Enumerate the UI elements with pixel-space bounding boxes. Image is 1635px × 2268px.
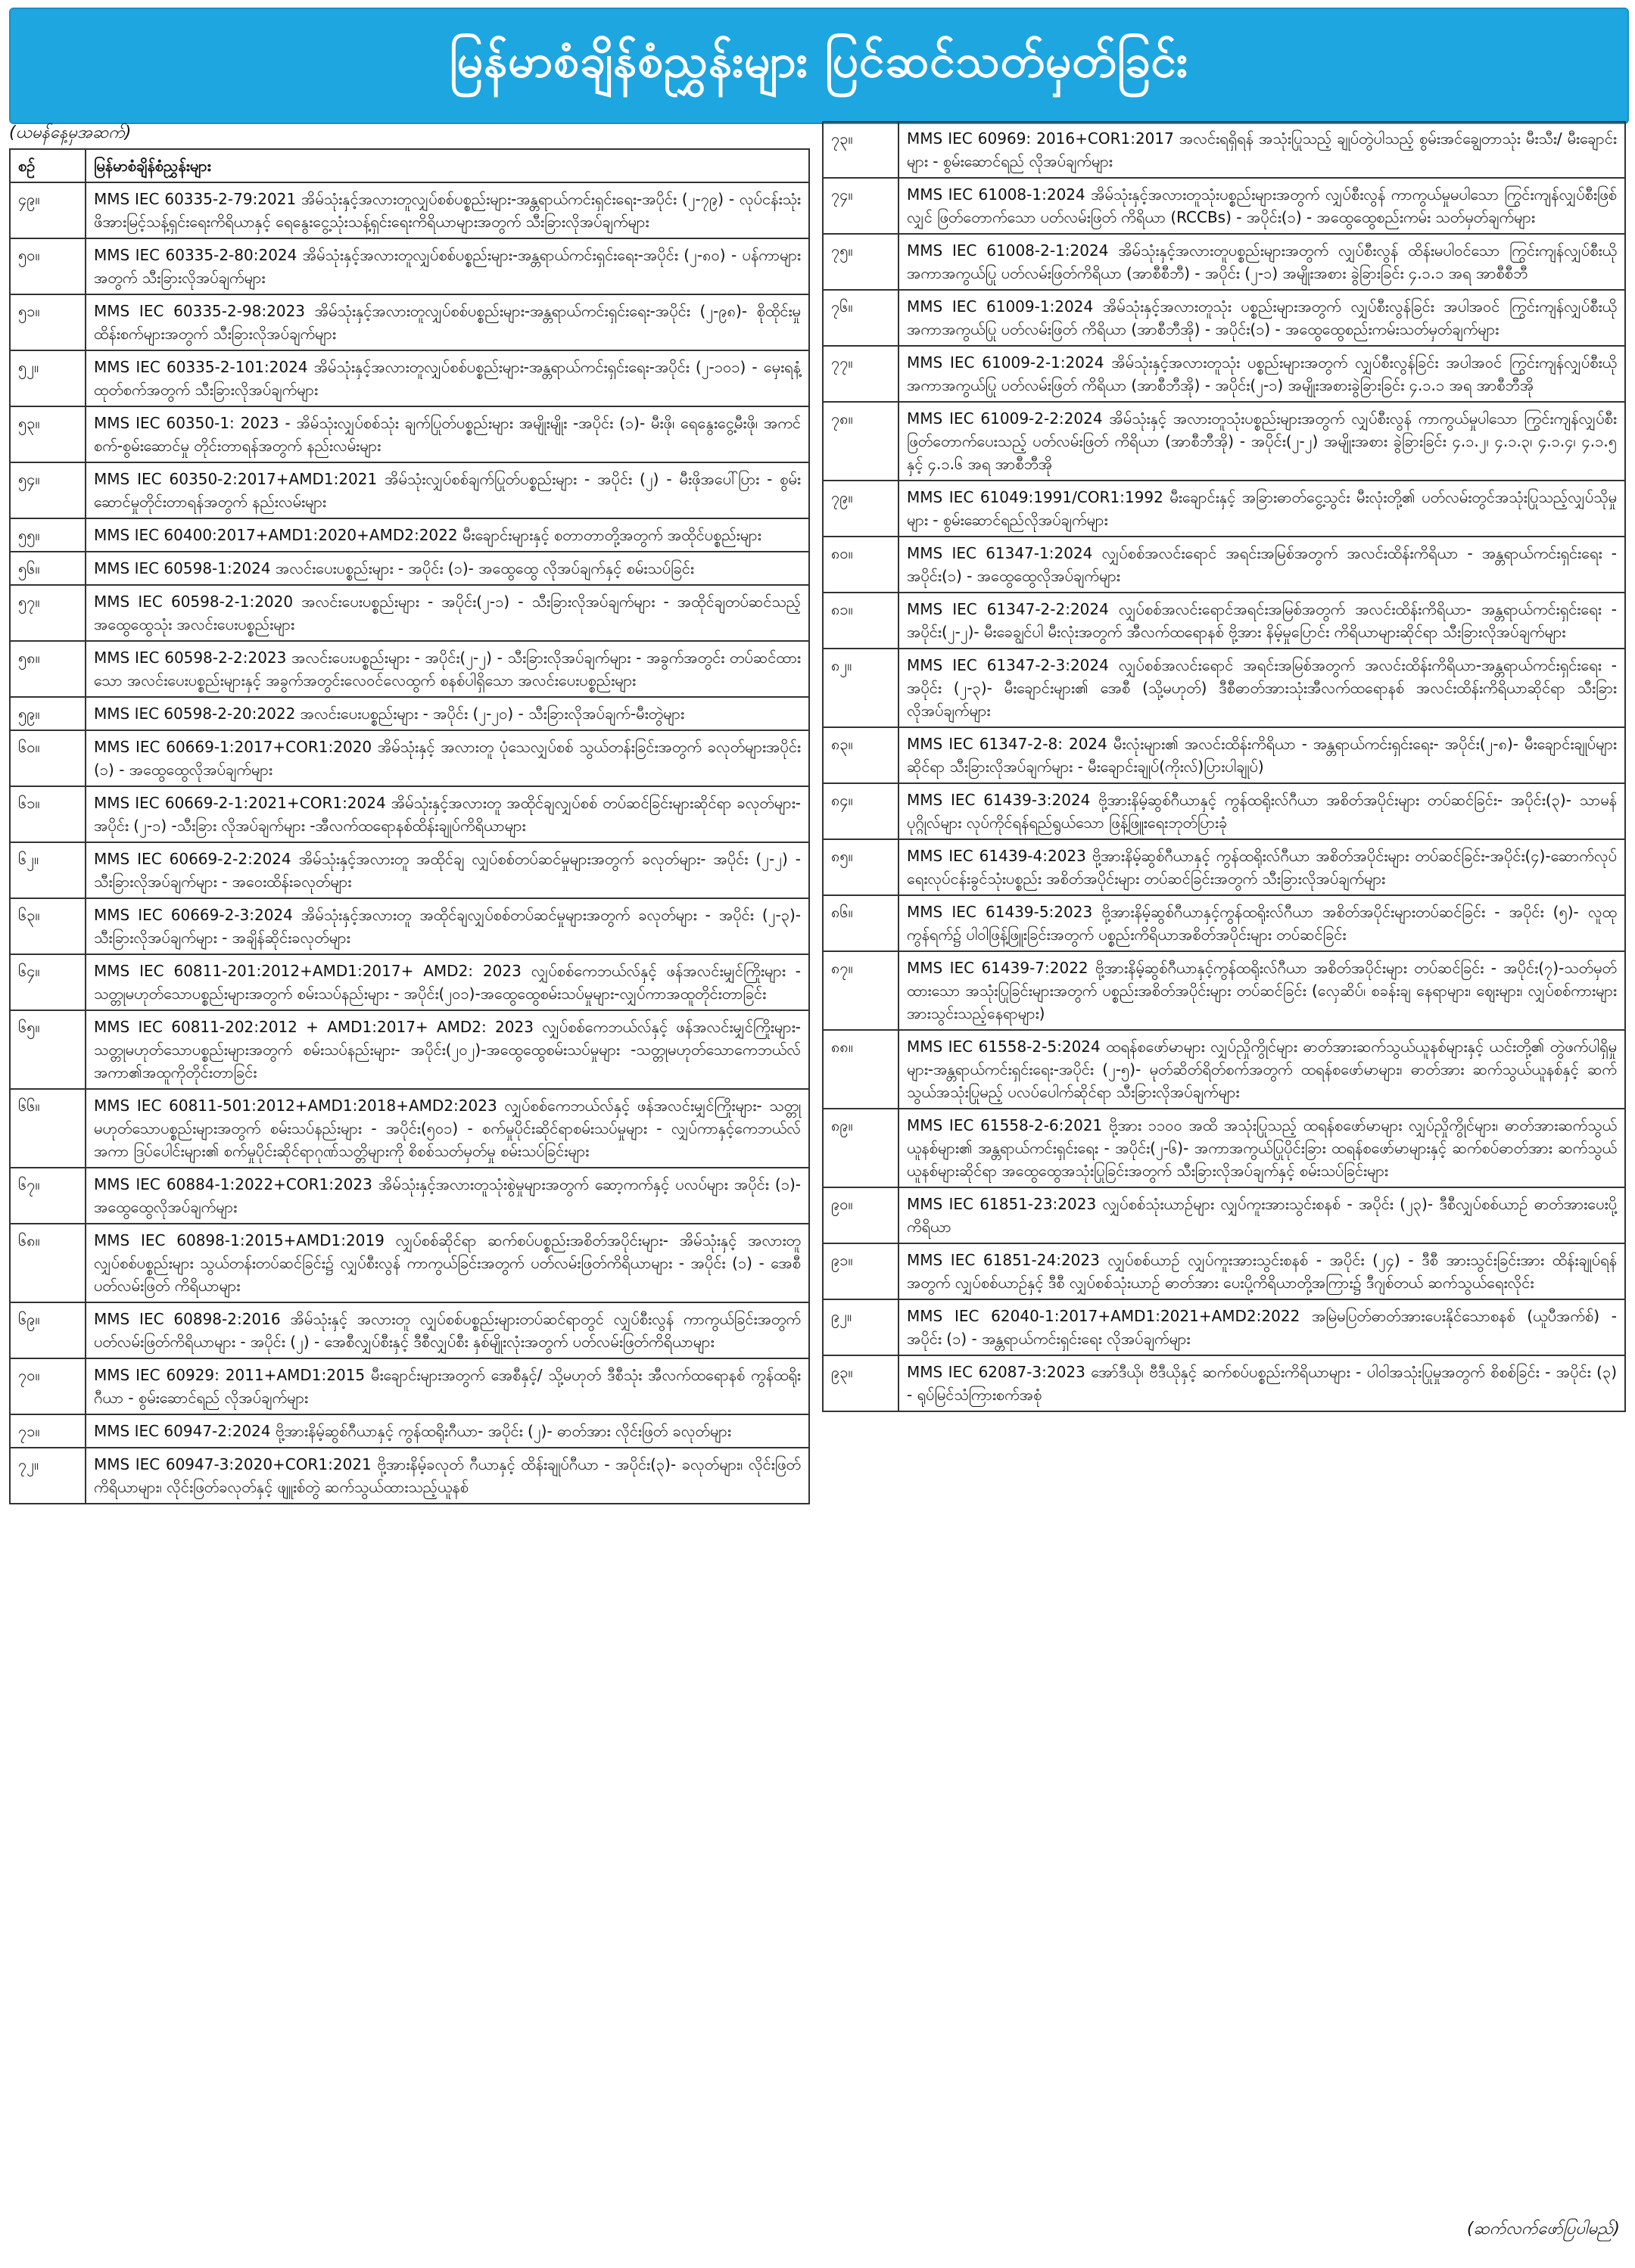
standard-description: MMS IEC 61851-23:2023 လျှပ်စစ်သုံးယာဉ်များ လျှပ်ကူးအားသွင်းစနစ် - အပိုင်း (၂၃)- ဒီစီလျှပ်စစ်ယာဉ် ဓာတ်အားပေးပို့ ကိရိယာ [898, 1187, 1625, 1243]
table-row [823, 1243, 1625, 1299]
table-row [10, 182, 809, 238]
row-number: ၇၁။ [10, 1414, 86, 1448]
standard-description: MMS IEC 60947-2:2024 ဗို့အားနိမ့်ဆွစ်ဂီယာနှင့် ကွန်ထရိုးဂီယာ- အပိုင်း (၂)- ဓာတ်အား လိုင်းဖြတ် ခလုတ်များ [86, 1414, 809, 1448]
standard-description: MMS IEC 60598-2-20:2022 အလင်းပေးပစ္စည်းများ - အပိုင်း (၂-၂၀) - သီးခြားလိုအပ်ချက်-မီးတွဲများ [86, 697, 809, 730]
table-row [10, 462, 809, 518]
row-number: ၇၆။ [823, 290, 898, 346]
standard-description: MMS IEC 61009-2-2:2024 အိမ်သုံးနှင့် အလားတူသုံးပစ္စည်းများအတွက် လျှပ်စီးလွန် ကာကွယ်မှုပါသော ကြွင်းကျန်လျှပ်စီး ဖြတ်တောက်ပေးသည့် ပတ်လမ်းဖြတ် ကိရိယာ (အာစီဘီအို) - အပိုင်း(၂-၂) အမျိုးအစား ခွဲခြားခြင်း ၄.၁.၂၊ ၄.၁.၃၊ ၄.၁.၄၊ ၄.၁.၅ နှင့် ၄.၁.၆ အရ အာစီဘီအို [898, 402, 1625, 481]
table-row [10, 954, 809, 1010]
table-row [10, 552, 809, 585]
standard-description: MMS IEC 62087-3:2023 အော်ဒီယို၊ ဗီဒီယိုနှင့် ဆက်စပ်ပစ္စည်းကိရိယာများ - ပါဝါအသုံးပြုမှုအတွက် စိစစ်ခြင်း - အပိုင်း (၃) - ရုပ်မြင်သံကြားစက်အစုံ [898, 1355, 1625, 1411]
table-header-row [10, 149, 809, 182]
standard-description: MMS IEC 60350-1: 2023 - အိမ်သုံးလျှပ်စစ်သုံး ချက်ပြုတ်ပစ္စည်းများ အမျိုးမျိုး -အပိုင်း (၁)- မီးဖို၊ ရေနွေးငွေ့မီးဖို၊ အကင်စက်-စွမ်းဆောင်မှု တိုင်းတာရန်အတွက် နည်းလမ်းများ [86, 406, 809, 462]
table-row [10, 518, 809, 552]
row-number: ၇၉။ [823, 481, 898, 537]
row-number: ၈၀။ [823, 537, 898, 593]
standard-description: MMS IEC 61439-5:2023 ဗို့အားနိမ့်ဆွစ်ဂီယာနှင့်ကွန်ထရိုးလ်ဂီယာ အစိတ်အပိုင်းများတပ်ဆင်ခြင်း - အပိုင်း (၅)- လူထုကွန်ရက်၌ ပါဝါဖြန့်ဖြူးခြင်းအတွက် ပစ္စည်းကိရိယာအစိတ်အပိုင်းများ တပ်ဆင်ခြင်း [898, 895, 1625, 951]
row-number: ၅၉။ [10, 697, 86, 730]
table-row [823, 839, 1625, 895]
table-row [823, 895, 1625, 951]
standard-description: MMS IEC 60350-2:2017+AMD1:2021 အိမ်သုံးလျှပ်စစ်ချက်ပြုတ်ပစ္စည်းများ - အပိုင်း (၂) - မီးဖိုအပေါ်ပြား - စွမ်းဆောင်မှုတိုင်းတာရန်အတွက် နည်းလမ်းများ [86, 462, 809, 518]
row-number: ၆၅။ [10, 1010, 86, 1089]
table-row [10, 1010, 809, 1089]
standard-description: MMS IEC 60898-2:2016 အိမ်သုံးနှင့် အလားတူ လျှပ်စစ်ပစ္စည်းများတပ်ဆင်ရာတွင် လျှပ်စီးလွန် ကာကွယ်ခြင်းအတွက် ပတ်လမ်းဖြတ်ကိရိယာများ - အပိုင်း (၂) - အေစီလျှပ်စီးနှင့် ဒီစီလျှပ်စီး နှစ်မျိုးလုံးအတွက် ပတ်လမ်းဖြတ်ကိရိယာများ [86, 1302, 809, 1358]
table-row [823, 537, 1625, 593]
row-number: ၆၄။ [10, 954, 86, 1010]
table-row [10, 1302, 809, 1358]
row-number: ၅၁။ [10, 294, 86, 350]
row-number: ၉၃။ [823, 1355, 898, 1411]
standard-description: MMS IEC 61347-2-3:2024 လျှပ်စစ်အလင်းရောင် အရင်းအမြစ်အတွက် အလင်းထိန်းကိရိယာ-အန္တရာယ်ကင်းရှင်းရေး - အပိုင်း (၂-၃)- မီးချောင်းများ၏ အေစီ (သို့မဟုတ်) ဒီစီဓာတ်အားသုံးအီလက်ထရောနစ် အလင်းထိန်းကိရိယာဆိုင်ရာ သီးခြားလိုအပ်ချက်များ [898, 649, 1625, 727]
left-table-body [10, 182, 809, 1504]
right-table-body [823, 122, 1625, 1411]
row-number: ၈၂။ [823, 649, 898, 727]
row-number: ၇၂။ [10, 1448, 86, 1504]
row-number: ၆၂။ [10, 842, 86, 898]
row-number: ၅၀။ [10, 238, 86, 294]
row-number: ၇၃။ [823, 122, 898, 178]
standard-description: MMS IEC 61439-4:2023 ဗို့အားနိမ့်ဆွစ်ဂီယာနှင့် ကွန်ထရိုးလ်ဂီယာ အစိတ်အပိုင်းများ တပ်ဆင်ခြင်း-အပိုင်း(၄)-ဆောက်လုပ်ရေးလုပ်ငန်းခွင်သုံးပစ္စည်း အစိတ်အပိုင်းများ တပ်ဆင်ခြင်းအတွက် သီးခြားလိုအပ်ချက်များ [898, 839, 1625, 895]
table-row [10, 842, 809, 898]
standard-description: MMS IEC 61439-3:2024 ဗို့အားနိမ့်ဆွစ်ဂီယာနှင့် ကွန်ထရိုးလ်ဂီယာ အစိတ်အပိုင်းများ တပ်ဆင်ခြင်း- အပိုင်း(၃)- သာမန်ပုဂ္ဂိုလ်များ လုပ်ကိုင်ရန်ရည်ရွယ်သော ဖြန့်ဖြူးရေးဘုတ်ပြားခုံ [898, 783, 1625, 839]
standard-description: MMS IEC 60669-2-2:2024 အိမ်သုံးနှင့်အလားတူ အထိုင်ချ လျှပ်စစ်တပ်ဆင်မှုများအတွက် ခလုတ်များ- အပိုင်း (၂-၂) - သီးခြားလိုအပ်ချက်များ - အဝေးထိန်းခလုတ်များ [86, 842, 809, 898]
row-number: ၆၀။ [10, 730, 86, 786]
table-row [823, 727, 1625, 783]
table-row [10, 350, 809, 406]
row-number: ၉၂။ [823, 1299, 898, 1355]
table-row [823, 346, 1625, 402]
table-row [823, 234, 1625, 290]
table-row [10, 1448, 809, 1504]
table-row [823, 402, 1625, 481]
standard-description: MMS IEC 60598-2-1:2020 အလင်းပေးပစ္စည်းများ - အပိုင်း(၂-၁) - သီးခြားလိုအပ်ချက်များ - အထိုင်ချတပ်ဆင်သည့် အထွေထွေသုံး အလင်းပေးပစ္စည်းများ [86, 585, 809, 641]
row-number: ၉၁။ [823, 1243, 898, 1299]
table-row [823, 593, 1625, 649]
standard-description: MMS IEC 60669-2-3:2024 အိမ်သုံးနှင့်အလားတူ အထိုင်ချလျှပ်စစ်တပ်ဆင်မှုများအတွက် ခလုတ်များ - အပိုင်း (၂-၃)- သီးခြားလိုအပ်ချက်များ - အချိန်ဆိုင်းခလုတ်များ [86, 898, 809, 954]
table-row [823, 783, 1625, 839]
table-row [823, 481, 1625, 537]
title-banner [9, 8, 1629, 124]
standard-description: MMS IEC 60811-201:2012+AMD1:2017+ AMD2: 2023 လျှပ်စစ်ကေဘယ်လ်နှင့် ဖန်အလင်းမျှင်ကြိုးများ - သတ္တုမဟုတ်သောပစ္စည်းများအတွက် စမ်းသပ်နည်းများ - အပိုင်း(၂၀၁)-အထွေထွေစမ်းသပ်မှုများ-လျှပ်ကာအထူတိုင်းတာခြင်း [86, 954, 809, 1010]
standard-description: MMS IEC 60669-1:2017+COR1:2020 အိမ်သုံးနှင့် အလားတူ ပုံသေလျှပ်စစ် သွယ်တန်းခြင်းအတွက် ခလုတ်များအပိုင်း (၁) - အထွေထွေလိုအပ်ချက်များ [86, 730, 809, 786]
table-row [823, 1187, 1625, 1243]
standard-description: MMS IEC 61008-1:2024 အိမ်သုံးနှင့်အလားတူသုံးပစ္စည်းများအတွက် လျှပ်စီးလွန် ကာကွယ်မှုမပါသော ကြွင်းကျန်လျှပ်စီးဖြစ်လျှင် ဖြတ်တောက်သော ပတ်လမ်းဖြတ် ကိရိယာ (RCCBs) - အပိုင်း(၁) - အထွေထွေစည်းကမ်း သတ်မှတ်ချက်များ [898, 178, 1625, 234]
table-row [823, 178, 1625, 234]
table-row [823, 290, 1625, 346]
table-row [10, 585, 809, 641]
row-number: ၈၈။ [823, 1030, 898, 1109]
standard-description: MMS IEC 61347-2-2:2024 လျှပ်စစ်အလင်းရောင်အရင်းအမြစ်အတွက် အလင်းထိန်းကိရိယာ- အန္တရာယ်ကင်းရှင်းရေး - အပိုင်း(၂-၂)- မီးခေချွင်ပါ မီးလုံးအတွက် အီလက်ထရောနစ် ဗို့အား နိမ့်မှုပြောင်း ကိရိယာများဆိုင်ရာ သီးခြားလိုအပ်ချက်များ [898, 593, 1625, 649]
table-row [10, 1089, 809, 1168]
standard-description: MMS IEC 62040-1:2017+AMD1:2021+AMD2:2022 အမြဲမပြတ်ဓာတ်အားပေးနိုင်သောစနစ် (ယူပီအက်စ်) - အပိုင်း (၁) - အန္တရာယ်ကင်းရှင်းရေး လိုအပ်ချက်များ [898, 1299, 1625, 1355]
standards-table-right [822, 121, 1626, 1412]
continued-note: (ဆက်လက်ဖော်ပြပါမည်) [1466, 2220, 1620, 2238]
row-number: ၅၈။ [10, 641, 86, 697]
row-number: ၈၃။ [823, 727, 898, 783]
row-number: ၆၃။ [10, 898, 86, 954]
table-row [10, 406, 809, 462]
standard-description: MMS IEC 60335-2-80:2024 အိမ်သုံးနှင့်အလားတူလျှပ်စစ်ပစ္စည်းများ-အန္တရာယ်ကင်းရှင်းရေး-အပိုင်း (၂-၈၀) - ပန်ကာများအတွက် သီးခြားလိုအပ်ချက်များ [86, 238, 809, 294]
row-number: ၇၇။ [823, 346, 898, 402]
standard-description: MMS IEC 60400:2017+AMD1:2020+AMD2:2022 မီးချောင်းများနှင့် စတာတာတို့အတွက် အထိုင်ပစ္စည်းများ [86, 518, 809, 552]
page-title: မြန်မာစံချိန်စံညွှန်းများ ပြင်ဆင်သတ်မှတ်ခြင်း [449, 35, 1189, 88]
standard-description: MMS IEC 61009-2-1:2024 အိမ်သုံးနှင့်အလားတူသုံး ပစ္စည်းများအတွက် လျှပ်စီးလွန်ခြင်း အပါအဝင် ကြွင်းကျန်လျှပ်စီးယိုအကာအကွယ်ပြု ပတ်လမ်းဖြတ် ကိရိယာ (အာစီဘီအို) - အပိုင်း(၂-၁) အမျိုးအစားခွဲခြားခြင်း ၄.၁.၁ အရ အာစီဘီအို [898, 346, 1625, 402]
table-row [10, 1414, 809, 1448]
standard-description: MMS IEC 60598-2-2:2023 အလင်းပေးပစ္စည်းများ - အပိုင်း(၂-၂) - သီးခြားလိုအပ်ချက်များ - အခွက်အတွင်း တပ်ဆင်ထားသော အလင်းပေးပစ္စည်းများနှင့် အခွက်အတွင်းလေဝင်လေထွက် စနစ်ပါရှိသော အလင်းပေးပစ္စည်းများ [86, 641, 809, 697]
table-row [823, 649, 1625, 727]
table-row [10, 238, 809, 294]
row-number: ၇၈။ [823, 402, 898, 481]
standard-description: MMS IEC 60811-501:2012+AMD1:2018+AMD2:2023 လျှပ်စစ်ကေဘယ်လ်နှင့် ဖန်အလင်းမျှင်ကြိုးများ- သတ္တုမဟုတ်သောပစ္စည်းများအတွက် စမ်းသပ်နည်းများ - အပိုင်း(၅၀၁) - စက်မှုပိုင်းဆိုင်ရာစမ်းသပ်မှုများ - လျှပ်ကာနှင့်ကေဘယ်လ်အကာ ဒြပ်ပေါင်းများ၏ စက်မှုပိုင်းဆိုင်ရာဂုဏ်သတ္တိများကို စိစစ်သတ်မှတ်မှု စမ်းသပ်ခြင်းများ [86, 1089, 809, 1168]
standard-description: MMS IEC 60335-2-101:2024 အိမ်သုံးနှင့်အလားတူလျှပ်စစ်ပစ္စည်းများ-အန္တရာယ်ကင်းရှင်းရေး-အပိုင်း (၂-၁၀၁) - မှေးရနံ့ထုတ်စက်အတွက် သီးခြားလိုအပ်ချက်များ [86, 350, 809, 406]
row-number: ၈၅။ [823, 839, 898, 895]
table-row [10, 786, 809, 842]
table-row [10, 641, 809, 697]
standard-description: MMS IEC 61009-1:2024 အိမ်သုံးနှင့်အလားတူသုံး ပစ္စည်းများအတွက် လျှပ်စီးလွန်ခြင်း အပါအဝင် ကြွင်းကျန်လျှပ်စီးယို အကာအကွယ်ပြု ပတ်လမ်းဖြတ် ကိရိယာ (အာစီဘီအို) - အပိုင်း(၁) - အထွေထွေစည်းကမ်းသတ်မှတ်ချက်များ [898, 290, 1625, 346]
row-number: ၈၁။ [823, 593, 898, 649]
header-no: စဉ် [10, 149, 86, 182]
row-number: ၅၆။ [10, 552, 86, 585]
row-number: ၉၀။ [823, 1187, 898, 1243]
row-number: ၈၆။ [823, 895, 898, 951]
row-number: ၅၅။ [10, 518, 86, 552]
row-number: ၈၉။ [823, 1109, 898, 1187]
standard-description: MMS IEC 61439-7:2022 ဗို့အားနိမ့်ဆွစ်ဂီယာနှင့်ကွန်ထရိုးလ်ဂီယာ အစိတ်အပိုင်းများ တပ်ဆင်ခြင်း - အပိုင်း(၇)-သတ်မှတ်ထားသော အသုံးပြုခြင်းများအတွက် ပစ္စည်းအစိတ်အပိုင်းများ တပ်ဆင်ခြင်း (လှေဆိပ်၊ စခန်းချ နေရာများ၊ ဈေးများ၊ လျှပ်စစ်ကားများ အားသွင်းသည့်နေရာများ) [898, 951, 1625, 1030]
row-number: ၆၈။ [10, 1224, 86, 1302]
row-number: ၅၃။ [10, 406, 86, 462]
table-row [823, 1109, 1625, 1187]
table-row [10, 1358, 809, 1414]
standard-description: MMS IEC 60947-3:2020+COR1:2021 ဗို့အားနိမ့်ခလုတ် ဂီယာနှင့် ထိန်းချုပ်ဂီယာ - အပိုင်း(၃)- ခလုတ်များ၊ လိုင်းဖြတ်ကိရိယာများ၊ လိုင်းဖြတ်ခလုတ်နှင့် ဖျူးစ်တွဲ ဆက်သွယ်ထားသည့်ယူနစ် [86, 1448, 809, 1504]
row-number: ၄၉။ [10, 182, 86, 238]
table-row [823, 1030, 1625, 1109]
row-number: ၅၄။ [10, 462, 86, 518]
standard-description: MMS IEC 60335-2-98:2023 အိမ်သုံးနှင့်အလားတူလျှပ်စစ်ပစ္စည်းများ-အန္တရာယ်ကင်းရှင်းရေး-အပိုင်း (၂-၉၈)- စိုထိုင်းမှုထိန်းစက်များအတွက် သီးခြားလိုအပ်ချက်များ [86, 294, 809, 350]
row-number: ၆၁။ [10, 786, 86, 842]
row-number: ၆၇။ [10, 1168, 86, 1224]
table-row [10, 697, 809, 730]
standards-table-left [9, 148, 810, 1504]
standard-description: MMS IEC 61347-2-8: 2024 မီးလုံးများ၏ အလင်းထိန်းကိရိယာ - အန္တရာယ်ကင်းရှင်းရေး- အပိုင်း(၂-၈)- မီးချောင်းချုပ်များဆိုင်ရာ သီးခြားလိုအပ်ချက်များ - မီးချောင်းချုပ်(ကိုးလ်)ပြားပါချုပ်) [898, 727, 1625, 783]
table-row [823, 1355, 1625, 1411]
header-standards: မြန်မာစံချိန်စံညွှန်းများ [86, 149, 809, 182]
standard-description: MMS IEC 61851-24:2023 လျှပ်စစ်ယာဉ် လျှပ်ကူးအားသွင်းစနစ် - အပိုင်း (၂၄) - ဒီစီ အားသွင်းခြင်းအား ထိန်းချုပ်ရန်အတွက် လျှပ်စစ်ယာဉ်နှင့် ဒီစီ လျှပ်စစ်သုံးယာဉ် ဓာတ်အား ပေးပို့ကိရိယာတို့အကြား၌ ဒီဂျစ်တယ် ဆက်သွယ်ရေးလိုင်း [898, 1243, 1625, 1299]
table-row [10, 730, 809, 786]
row-number: ၆၉။ [10, 1302, 86, 1358]
table-row [10, 294, 809, 350]
row-number: ၆၆။ [10, 1089, 86, 1168]
row-number: ၅၂။ [10, 350, 86, 406]
standard-description: MMS IEC 61347-1:2024 လျှပ်စစ်အလင်းရောင် အရင်းအမြစ်အတွက် အလင်းထိန်းကိရိယာ - အန္တရာယ်ကင်းရှင်းရေး - အပိုင်း(၁) - အထွေထွေလိုအပ်ချက်များ [898, 537, 1625, 593]
row-number: ၇၄။ [823, 178, 898, 234]
table-row [823, 122, 1625, 178]
row-number: ၈၇။ [823, 951, 898, 1030]
standard-description: MMS IEC 61008-2-1:2024 အိမ်သုံးနှင့်အလားတူပစ္စည်းများအတွက် လျှပ်စီးလွန် ထိန်းမပါဝင်သော ကြွင်းကျန်လျှပ်စီးယို အကာအကွယ်ပြု ပတ်လမ်းဖြတ်ကိရိယာ (အာစီစီဘီ) - အပိုင်း (၂-၁) အမျိုးအစား ခွဲခြားခြင်း ၄.၁.၁ အရ အာစီစီဘီ [898, 234, 1625, 290]
table-row [10, 1224, 809, 1302]
standard-description: MMS IEC 60811-202:2012 + AMD1:2017+ AMD2: 2023 လျှပ်စစ်ကေဘယ်လ်နှင့် ဖန်အလင်းမျှင်ကြိုးများ- သတ္တုမဟုတ်သောပစ္စည်းများအတွက် စမ်းသပ်နည်းများ- အပိုင်း(၂၀၂)-အထွေထွေစမ်းသပ်မှုများ -သတ္တုမဟုတ်သောကေဘယ်လ် အကာ၏အထူကိုတိုင်းတာခြင်း [86, 1010, 809, 1089]
table-row [10, 898, 809, 954]
standard-description: MMS IEC 60898-1:2015+AMD1:2019 လျှပ်စစ်ဆိုင်ရာ ဆက်စပ်ပစ္စည်းအစိတ်အပိုင်းများ- အိမ်သုံးနှင့် အလားတူ လျှပ်စစ်ပစ္စည်းများ သွယ်တန်းတပ်ဆင်ခြင်း၌ လျှပ်စီးလွန် ကာကွယ်ခြင်းအတွက် ပတ်လမ်းဖြတ်ကိရိယာများ - အပိုင်း (၁) - အေစီပတ်လမ်းဖြတ် ကိရိယာများ [86, 1224, 809, 1302]
standard-description: MMS IEC 60969: 2016+COR1:2017 အလင်းရရှိရန် အသုံးပြုသည့် ချုပ်တွဲပါသည့် စွမ်းအင်ချွေတာသုံး မီးသီး/ မီးချောင်းများ - စွမ်းဆောင်ရည် လိုအပ်ချက်များ [898, 122, 1625, 178]
row-number: ၇၅။ [823, 234, 898, 290]
standard-description: MMS IEC 61558-2-5:2024 ထရန်စဖော်မာများ လျှပ်ညှိုကွိုင်များ ဓာတ်အားဆက်သွယ်ယူနစ်များနှင့် ယင်းတို့၏ တွဲဖက်ပါရှိမှုများ-အန္တရာယ်ကင်းရှင်းရေး-အပိုင်း (၂-၅)- မုတ်ဆိတ်ရိတ်စက်အတွက် ထရန်စဖော်မာများ၊ ဓာတ်အား ဆက်သွယ်ယူနစ်နှင့် ဆက်သွယ်အသုံးပြုမည့် ပလပ်ပေါက်ဆိုင်ရာ သီးခြားလိုအပ်ချက်များ [898, 1030, 1625, 1109]
standard-description: MMS IEC 61049:1991/COR1:1992 မီးချောင်းနှင့် အခြားဓာတ်ငွေ့သွင်း မီးလုံးတို့၏ ပတ်လမ်းတွင်အသုံးပြုသည့်လျှပ်သိုမှုများ - စွမ်းဆောင်ရည်လိုအပ်ချက်များ [898, 481, 1625, 537]
row-number: ၅၇။ [10, 585, 86, 641]
standard-description: MMS IEC 60884-1:2022+COR1:2023 အိမ်သုံးနှင့်အလားတူသုံးစွဲမှုများအတွက် ဆော့ကက်နှင့် ပလပ်များ အပိုင်း (၁)- အထွေထွေလိုအပ်ချက်များ [86, 1168, 809, 1224]
table-row [10, 1168, 809, 1224]
standard-description: MMS IEC 60929: 2011+AMD1:2015 မီးချောင်းများအတွက် အေစီနှင့်/ သို့မဟုတ် ဒီစီသုံး အီလက်ထရောနစ် ကွန်ထရိုးဂီယာ - စွမ်းဆောင်ရည် လိုအပ်ချက်များ [86, 1358, 809, 1414]
source-note: (ယမန်နေ့မှအဆက်) [9, 123, 132, 142]
standard-description: MMS IEC 60335-2-79:2021 အိမ်သုံးနှင့်အလားတူလျှပ်စစ်ပစ္စည်းများ-အန္တရာယ်ကင်းရှင်းရေး-အပိုင်း (၂-၇၉) - လုပ်ငန်းသုံးဖိအားမြင့်သန့်ရှင်းရေးကိရိယာနှင့် ရေနွေးငွေ့သုံးသန့်ရှင်းရေးကိရိယာများအတွက် သီးခြားလိုအပ်ချက်များ [86, 182, 809, 238]
table-row [823, 1299, 1625, 1355]
standard-description: MMS IEC 60669-2-1:2021+COR1:2024 အိမ်သုံးနှင့်အလားတူ အထိုင်ချလျှပ်စစ် တပ်ဆင်ခြင်းများဆိုင်ရာ ခလုတ်များ-အပိုင်း (၂-၁) -သီးခြား လိုအပ်ချက်များ -အီလက်ထရောနစ်ထိန်းချုပ်ကိရိယာများ [86, 786, 809, 842]
standard-description: MMS IEC 61558-2-6:2021 ဗို့အား ၁၁၀၀ အထိ အသုံးပြုသည့် ထရန်စဖော်မာများ လျှပ်ညှိုကွိုင်များ၊ ဓာတ်အားဆက်သွယ်ယူနစ်များ၏ အန္တရာယ်ကင်းရှင်းရေး - အပိုင်း(၂-၆)- အကာအကွယ်ပြုပိုင်းခြား ထရန်စဖော်မာများနှင့် ဆက်စပ်ဓာတ်အား ဆက်သွယ် ယူနစ်များဆိုင်ရာ အထွေထွေအသုံးပြုခြင်းအတွက် သီးခြားလိုအပ်ချက်နှင့် စမ်းသပ်ခြင်းများ [898, 1109, 1625, 1187]
row-number: ၇၀။ [10, 1358, 86, 1414]
standard-description: MMS IEC 60598-1:2024 အလင်းပေးပစ္စည်းများ - အပိုင်း (၁)- အထွေထွေ လိုအပ်ချက်နှင့် စမ်းသပ်ခြင်း [86, 552, 809, 585]
table-row [823, 951, 1625, 1030]
row-number: ၈၄။ [823, 783, 898, 839]
